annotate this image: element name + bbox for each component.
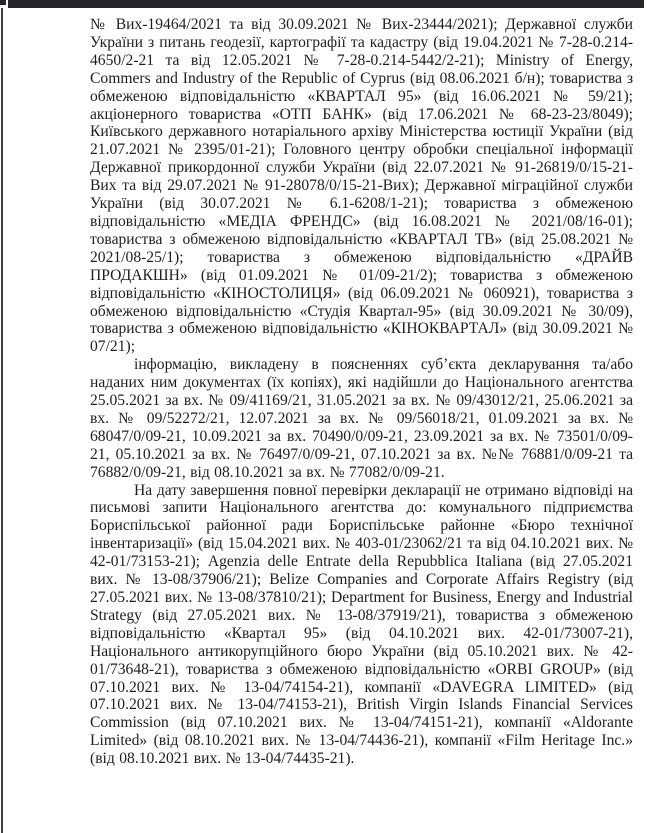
document-body: [90, 16, 633, 768]
scan-top-bar: [8, 0, 644, 8]
scan-left-edge-line: [1, 8, 3, 833]
paragraph: № Вих-19464/2021 та від 30.09.2021 № Вих-23444/2021); Державної служби України з питань геодезії, картографії та кадастру (від 19.04.2021 № 7-28-0.214-4650/2-21 та від 12.05.2021 № 7-28-0.214-5442/2-21); Ministry of Energy, Commers and Industry of the Republic of Cyprus (від 08.06.2021 б/н); товариства з обмеженою відповідальністю «КВАРТАЛ 95» (від 16.06.2021 № 59/21); акціонерного товариства «ОТП БАНК» (від 17.06.2021 № 68-23-23/8049); Київського державного нотаріального архіву Міністерства юстиції України (від 21.07.2021 № 2395/01-21); Головного центру обробки спеціальної інформації Державної прикордонної служби України (від 22.07.2021 № 91-26819/0/15-21-Вих та від 29.07.2021 № 91-28078/0/15-21-Вих); Державної міграційної служби України (від 30.07.2021 № 6.1-6208/1-21); товариства з обмеженою відповідальністю «МЕДІА ФРЕНДС» (від 16.08.2021 № 2021/08/16-01); товариства з обмеженою відповідальністю «КВАРТАЛ ТВ» (від 25.08.2021 № 2021/08-25/1); товариства з обмеженою відповідальністю «ДРАЙВ ПРОДАКШН» (від 01.09.2021 № 01/09-21/2); товариства з обмеженою відповідальністю «КІНОСТОЛИЦЯ» (від 06.09.2021 № 060921), товариства з обмеженою відповідальністю «Студія Квартал-95» (від 30.09.2021 № 30/09), товариства з обмеженою відповідальністю «КІНОКВАРТАЛ» (від 30.09.2021 № 07/21);: [90, 16, 633, 356]
scan-corner-mark: [0, 0, 6, 5]
paragraph: На дату завершення повної перевірки декларації не отримано відповіді на письмові запити Національного агентства до: комунального підприємства Бориспільської районної ради Бориспільське районне «Бюро технічної інвентаризації» (від 15.04.2021 вих. № 403-01/23062/21 та від 04.10.2021 вих. № 42-01/73153-21); Agenzia delle Entrate della Repubblica Italiana (від 27.05.2021 вих. № 13-08/37906/21); Belize Companies and Corporate Affairs Registry (від 27.05.2021 вих. № 13-08/37810/21); Department for Business, Energy and Industrial Strategy (від 27.05.2021 вих. № 13-08/37919/21), товариства з обмеженою відповідальністю «Квартал 95» (від 04.10.2021 вих. 42-01/73007-21), Національного антикорупційного бюро України (від 05.10.2021 вих. № 42-01/73648-21), товариства з обмеженою відповідальністю «ORBI GROUP» (від 07.10.2021 вих. № 13-04/74154-21), компанії «DAVEGRA LIMITED» (від 07.10.2021 вих. № 13-04/74153-21), British Virgin Islands Financial Services Commission (від 07.10.2021 вих. № 13-04/74151-21), компанії «Aldorante Limited» (від 08.10.2021 вих. № 13-04/74436-21), компанії «Film Heritage Inc.» (від 08.10.2021 вих. № 13-04/74435-21).: [90, 481, 633, 768]
paragraph: інформацію, викладену в поясненнях суб’єкта декларування та/або наданих ним документах (їх копіях), які надійшли до Національного агентства 25.05.2021 за вх. № 09/41169/21, 31.05.2021 за вх. № 09/43012/21, 25.06.2021 за вх. № 09/52272/21, 12.07.2021 за вх. № 09/56018/21, 01.09.2021 за вх. № 68047/0/09-21, 10.09.2021 за вх. 70490/0/09-21, 23.09.2021 за вх. № 73501/0/09-21, 05.10.2021 за вх. № 76497/0/09-21, 07.10.2021 за вх. №№ 76881/0/09-21 та 76882/0/09-21, від 08.10.2021 за вх. № 77082/0/09-21.: [90, 356, 633, 481]
